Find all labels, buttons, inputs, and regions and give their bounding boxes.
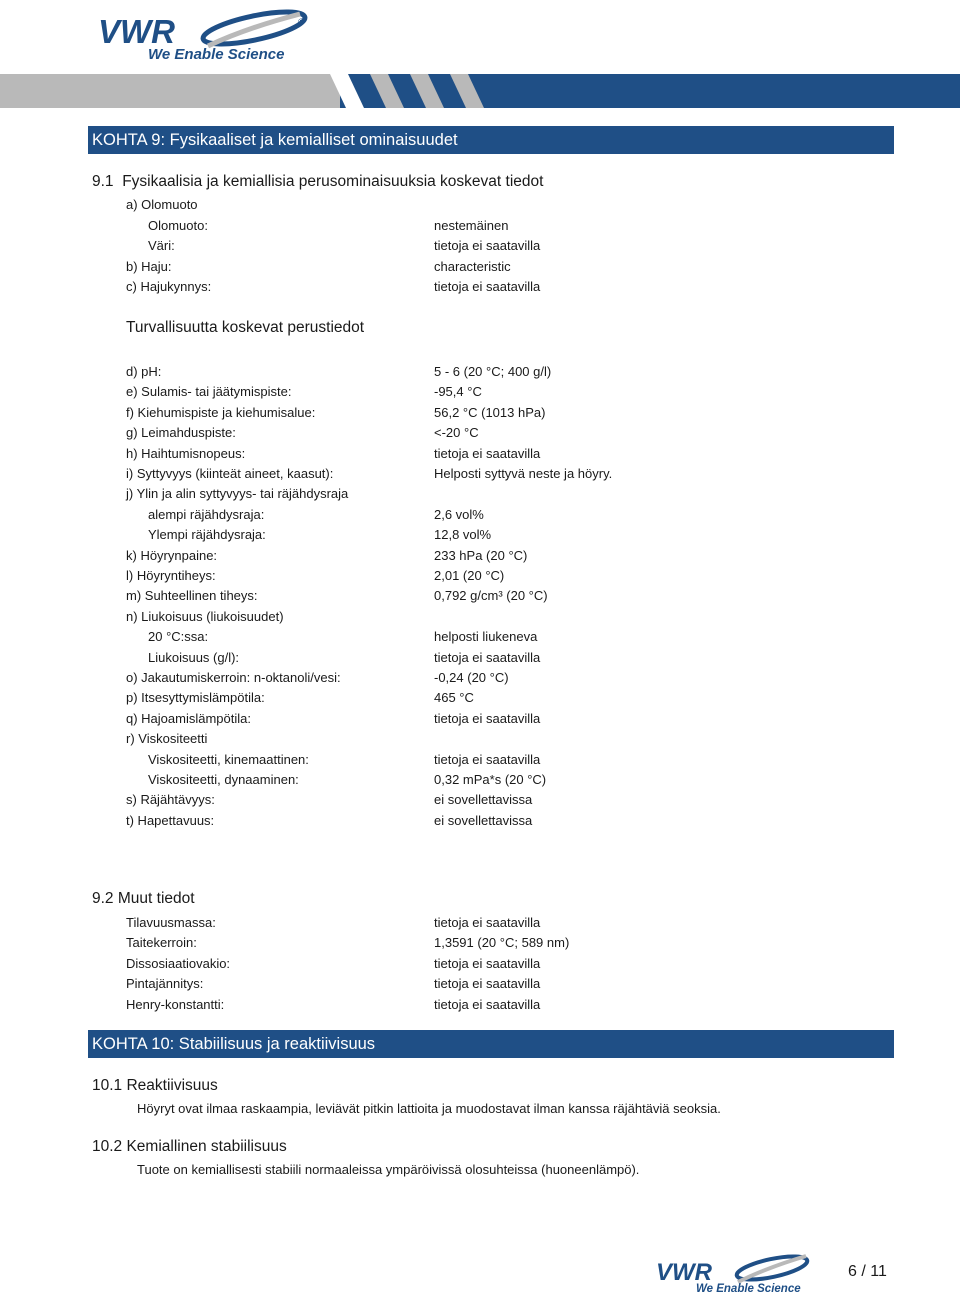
property-value: 233 hPa (20 °C) xyxy=(434,547,528,563)
property-value: 2,01 (20 °C) xyxy=(434,568,505,583)
property-label: d) pH: xyxy=(126,364,162,379)
property-label: Olomuoto: xyxy=(148,217,208,233)
property-label: s) Räjähtävyys: xyxy=(126,792,215,808)
svg-text:We Enable Science: We Enable Science xyxy=(148,46,285,62)
property-label: Dissosiaatiovakio: xyxy=(126,955,231,971)
property-label: Viskositeetti, dynaaminen: xyxy=(148,772,299,787)
svg-text:VWR: VWR xyxy=(98,13,175,50)
section-10-title: KOHTA 10: Stabiilisuus ja reaktiivisuus xyxy=(88,1030,894,1058)
property-value: tietoja ei saatavilla xyxy=(434,751,541,767)
property-value: helposti liukeneva xyxy=(434,629,538,645)
section-9-title: KOHTA 9: Fysikaaliset ja kemialliset ominaisuudet xyxy=(88,126,894,154)
property-value: -95,4 °C xyxy=(434,384,482,400)
property-label: b) Haju: xyxy=(126,258,172,274)
property-value: tietoja ei saatavilla xyxy=(434,976,541,992)
safety-heading: Turvallisuutta koskevat perustiedot xyxy=(126,319,365,336)
property-label: alempi räjähdysraja: xyxy=(148,506,265,522)
property-label: g) Leimahduspiste: xyxy=(126,425,236,441)
subsection-10-1-title: 10.1 Reaktiivisuus xyxy=(92,1077,218,1094)
subsection-10-2-title: 10.2 Kemiallinen stabiilisuus xyxy=(92,1138,287,1155)
property-value: tietoja ei saatavilla xyxy=(434,955,541,971)
property-value: tietoja ei saatavilla xyxy=(434,915,541,930)
property-value: 465 °C xyxy=(434,690,474,706)
property-value: 12,8 vol% xyxy=(434,527,492,543)
property-label: f) Kiehumispiste ja kiehumisalue: xyxy=(126,404,316,420)
property-label: i) Syttyvyys (kiinteät aineet, kaasut): xyxy=(126,466,334,481)
property-value: nestemäinen xyxy=(434,217,509,233)
property-label: r) Viskositeetti xyxy=(126,731,208,747)
property-label: j) Ylin ja alin syttyvyys- tai räjähdysraja xyxy=(126,486,349,502)
property-value: 1,3591 (20 °C; 589 nm) xyxy=(434,935,570,951)
property-value: 0,32 mPa*s (20 °C) xyxy=(434,772,547,787)
property-value: 5 - 6 (20 °C; 400 g/l) xyxy=(434,364,552,379)
property-value: tietoja ei saatavilla xyxy=(434,710,541,726)
property-label: a) Olomuoto xyxy=(126,197,198,212)
subsection-9-1-text: Fysikaalisia ja kemiallisia perusominaisuuksia koskevat tiedot xyxy=(122,173,544,190)
property-value: Helposti syttyvä neste ja höyry. xyxy=(434,466,613,481)
property-label: h) Haihtumisnopeus: xyxy=(126,445,246,461)
property-label: q) Hajoamislämpötila: xyxy=(126,710,251,726)
page-number: 6 / 11 xyxy=(848,1263,887,1280)
property-value: -0,24 (20 °C) xyxy=(434,670,509,685)
property-label: t) Hapettavuus: xyxy=(126,812,215,828)
property-value: ei sovellettavissa xyxy=(434,792,533,808)
property-label: k) Höyrynpaine: xyxy=(126,547,218,563)
property-value: characteristic xyxy=(434,258,511,274)
property-value: ei sovellettavissa xyxy=(434,812,533,828)
subsection-9-1-title xyxy=(92,172,543,192)
property-label: Väri: xyxy=(148,238,175,253)
property-label: l) Höyryntiheys: xyxy=(126,568,216,583)
property-value: tietoja ei saatavilla xyxy=(434,279,541,294)
subsection-9-2-text: Muut tiedot xyxy=(117,890,195,907)
property-label: c) Hajukynnys: xyxy=(126,279,212,294)
vwr-logo xyxy=(96,8,316,62)
property-value: tietoja ei saatavilla xyxy=(434,445,541,461)
property-label: Ylempi räjähdysraja: xyxy=(148,527,266,543)
svg-text:®: ® xyxy=(298,17,305,27)
property-label: Tilavuusmassa: xyxy=(126,915,216,930)
property-label: m) Suhteellinen tiheys: xyxy=(126,588,258,604)
property-value: tietoja ei saatavilla xyxy=(434,649,541,665)
property-value: 2,6 vol% xyxy=(434,506,484,522)
property-label: n) Liukoisuus (liukoisuudet) xyxy=(126,608,284,624)
property-value: 0,792 g/cm³ (20 °C) xyxy=(434,588,548,604)
vwr-footer-logo xyxy=(654,1252,814,1294)
property-value: tietoja ei saatavilla xyxy=(434,996,541,1012)
header-chevron-decoration xyxy=(330,72,490,110)
subsection-9-2-number: 9.2 xyxy=(92,890,114,907)
subsection-10-2-text: Tuote on kemiallisesti stabiili normaaleissa ympäröivissä olosuhteissa (huoneenlämpö). xyxy=(137,1162,640,1177)
property-label: p) Itsesyttymislämpötila: xyxy=(126,690,265,706)
subsection-10-1-text: Höyryt ovat ilmaa raskaampia, leviävät pitkin lattioita ja muodostavat ilman kanssa räjähtäviä seoksia. xyxy=(137,1101,721,1116)
subsection-9-1-number: 9.1 xyxy=(92,173,114,190)
svg-text:We Enable Science: We Enable Science xyxy=(696,1283,801,1294)
property-label: Henry-konstantti: xyxy=(126,996,225,1012)
property-value: 56,2 °C (1013 hPa) xyxy=(434,404,546,420)
property-label: Pintajännitys: xyxy=(126,976,204,992)
property-label: o) Jakautumiskerroin: n-oktanoli/vesi: xyxy=(126,670,341,685)
property-label: 20 °C:ssa: xyxy=(148,629,209,645)
property-value: tietoja ei saatavilla xyxy=(434,238,541,253)
property-label: Liukoisuus (g/l): xyxy=(148,649,240,665)
subsection-9-2-title xyxy=(92,889,195,909)
property-label: Taitekerroin: xyxy=(126,935,197,951)
property-label: e) Sulamis- tai jäätymispiste: xyxy=(126,384,292,400)
svg-text:VWR: VWR xyxy=(656,1259,712,1286)
property-label: Viskositeetti, kinemaattinen: xyxy=(148,751,309,767)
property-value: <-20 °C xyxy=(434,425,479,441)
